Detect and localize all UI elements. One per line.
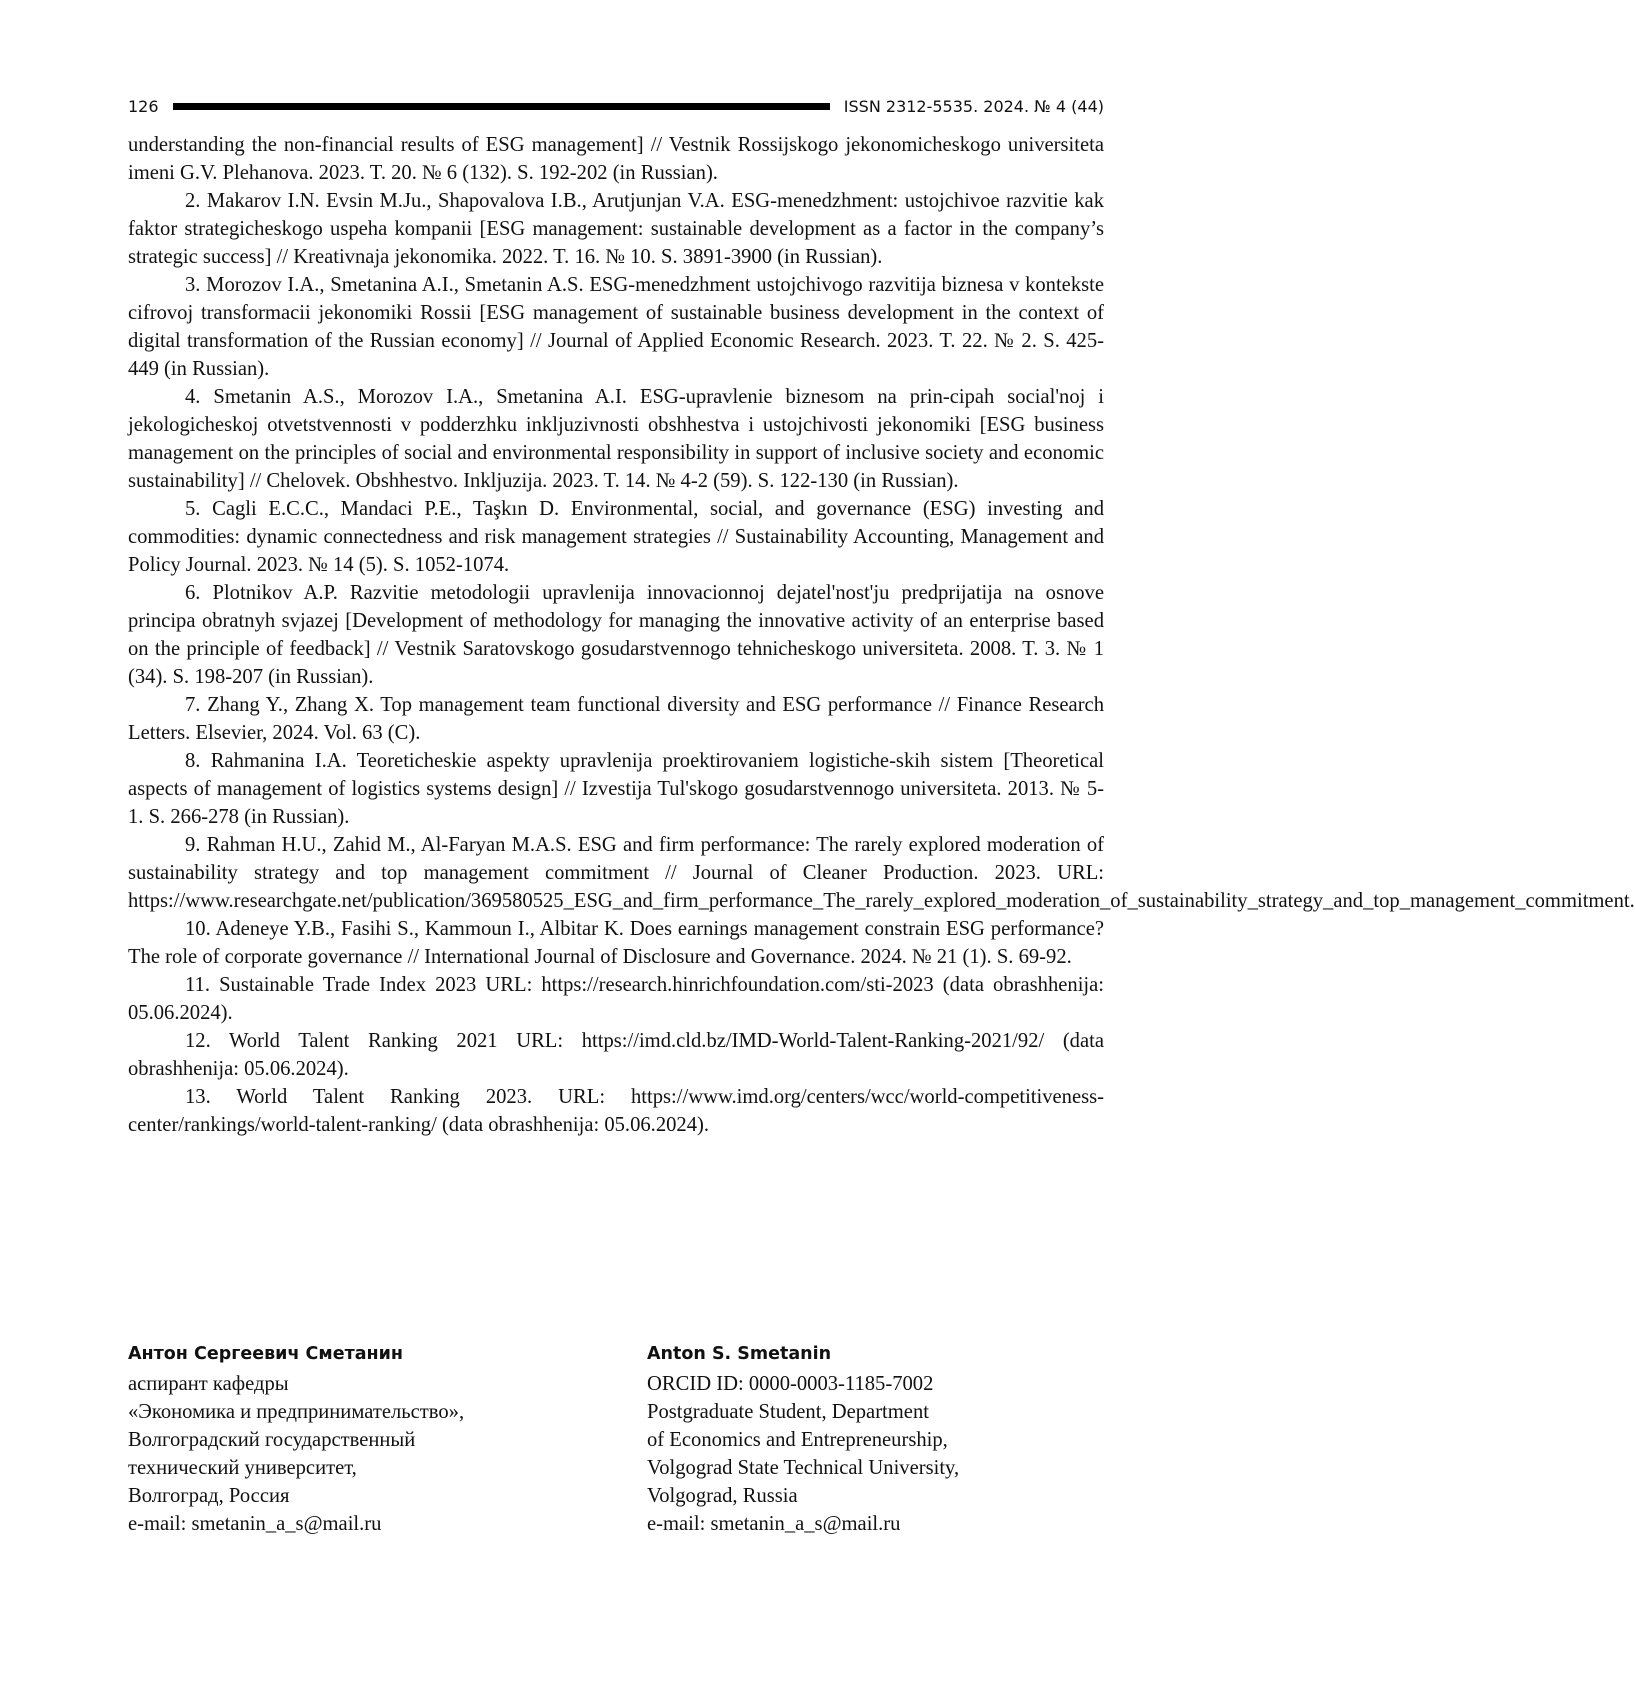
reference-item: 11. Sustainable Trade Index 2023 URL: https://research.hinrichfoundation.com/sti-2023 (data obrashhenija: 05.06.2024). [128, 974, 1104, 1024]
author-affiliation-line: аспирант кафедры [128, 1373, 289, 1395]
reference-item: 5. Cagli E.C.C., Mandaci P.E., Taşkın D. Environmental, social, and governance (ESG) investing and commodities: dynamic connectedness and risk management strategies // Sustainability Accounting, Management and Policy Journal. 2023. № 14 (5). S. 1052-1074. [128, 498, 1104, 576]
author-info-english [647, 1340, 959, 1538]
reference-item: 9. Rahman H.U., Zahid M., Al-Faryan M.A.S. ESG and firm performance: The rarely explored moderation of sustainability strategy and top management commitment // Journal of Cleaner Production. 2023. URL: https://www.researchgate.net/publication/369580525_ESG_and_firm_performance_The_rarely_explored_moderation_of_sustainability_strategy_and_top_management_commitment. [128, 834, 1635, 912]
reference-list [128, 131, 1635, 1139]
reference-item: 8. Rahmanina I.A. Teoreticheskie aspekty upravlenija proektirovaniem logistiche-skih sistem [Theoretical aspects of management of logistics systems design] // Izvestija Tul'skogo gosudarstvennogo universiteta. 2013. № 5-1. S. 266-278 (in Russian). [128, 750, 1104, 828]
author-name-en: Anton S. Smetanin [647, 1344, 832, 1364]
author-affiliation-line: Волгоградский государственный [128, 1429, 416, 1451]
author-affiliation-line: of Economics and Entrepreneurship, [647, 1429, 948, 1451]
reference-item: 4. Smetanin A.S., Morozov I.A., Smetanina A.I. ESG-upravlenie biznesom na prin-cipah social'noj i jekologicheskoj otvetstvennosti v podderzhku inkljuzivnosti obshhestva i ustojchivosti jekonomiki [ESG business management on the principles of social and environmental responsibility in support of inclusive society and economic sustainability] // Chelovek. Obshhestvo. Inkljuzija. 2023. T. 14. № 4-2 (59). S. 122-130 (in Russian). [128, 386, 1104, 492]
author-affiliation-line: «Экономика и предпринимательство», [128, 1401, 465, 1423]
reference-item: 12. World Talent Ranking 2021 URL: https://imd.cld.bz/IMD-World-Talent-Ranking-2021/92/ (data obrashhenija: 05.06.2024). [128, 1030, 1104, 1080]
reference-item: 7. Zhang Y., Zhang X. Top management team functional diversity and ESG performance // Finance Research Letters. Elsevier, 2024. Vol. 63 (C). [128, 694, 1104, 744]
reference-item: 2. Makarov I.N. Evsin M.Ju., Shapovalova I.B., Arutjunjan V.A. ESG-menedzhment: ustojchivoe razvitie kak faktor strategicheskogo uspeha kompanii [ESG management: sustainable development as a factor in the company’s strategic success] // Kreativnaja jekonomika. 2022. T. 16. № 10. S. 3891-3900 (in Russian). [128, 190, 1104, 268]
author-affiliation-line: Volgograd, Russia [647, 1485, 798, 1507]
journal-issn: ISSN 2312-5535. 2024. № 4 (44) [843, 96, 1104, 116]
author-info [128, 1340, 1104, 1538]
author-email-ru: e-mail: smetanin_a_s@mail.ru [128, 1513, 382, 1535]
author-affiliation-line: Postgraduate Student, Department [647, 1401, 929, 1423]
page-number: 126 [128, 96, 159, 116]
reference-item: 13. World Talent Ranking 2023. URL: https://www.imd.org/centers/wcc/world-competitiveness-center/rankings/world-talent-ranking/ (data obrashhenija: 05.06.2024). [128, 1086, 1104, 1136]
author-orcid: ORCID ID: 0000-0003-1185-7002 [647, 1373, 934, 1395]
reference-item: 3. Morozov I.A., Smetanina A.I., Smetanin A.S. ESG-menedzhment ustojchivogo razvitija biznesa v kontekste cifrovoj transformacii jekonomiki Rossii [ESG management of sustainable business development in the context of digital transformation of the Russian economy] // Journal of Applied Economic Research. 2023. T. 22. № 2. S. 425-449 (in Russian). [128, 274, 1104, 380]
author-affiliation-line: технический университет, [128, 1457, 357, 1479]
reference-item: 6. Plotnikov A.P. Razvitie metodologii upravlenija innovacionnoj dejatel'nost'ju predprijatija na osnove principa obratnyh svjazej [Development of methodology for managing the innovative activity of an enterprise based on the principle of feedback] // Vestnik Saratovskogo gosudarstvennogo tehnicheskogo universiteta. 2008. T. 3. № 1 (34). S. 198-207 (in Russian). [128, 582, 1104, 688]
header-rule [173, 103, 830, 110]
author-affiliation-line: Volgograd State Technical University, [647, 1457, 960, 1479]
author-email-en: e-mail: smetanin_a_s@mail.ru [647, 1513, 901, 1535]
author-name-ru: Антон Сергеевич Сметанин [128, 1344, 403, 1364]
author-info-russian [128, 1340, 647, 1538]
running-header [128, 94, 1104, 118]
reference-item: 10. Adeneye Y.B., Fasihi S., Kammoun I., Albitar K. Does earnings management constrain ESG performance? The role of corporate governance // International Journal of Disclosure and Governance. 2024. № 21 (1). S. 69-92. [128, 918, 1104, 968]
reference-item-continued: understanding the non-financial results of ESG management] // Vestnik Rossijskogo jekonomicheskogo universiteta imeni G.V. Plehanova. 2023. T. 20. № 6 (132). S. 192-202 (in Russian). [128, 134, 1104, 184]
author-affiliation-line: Волгоград, Россия [128, 1485, 290, 1507]
